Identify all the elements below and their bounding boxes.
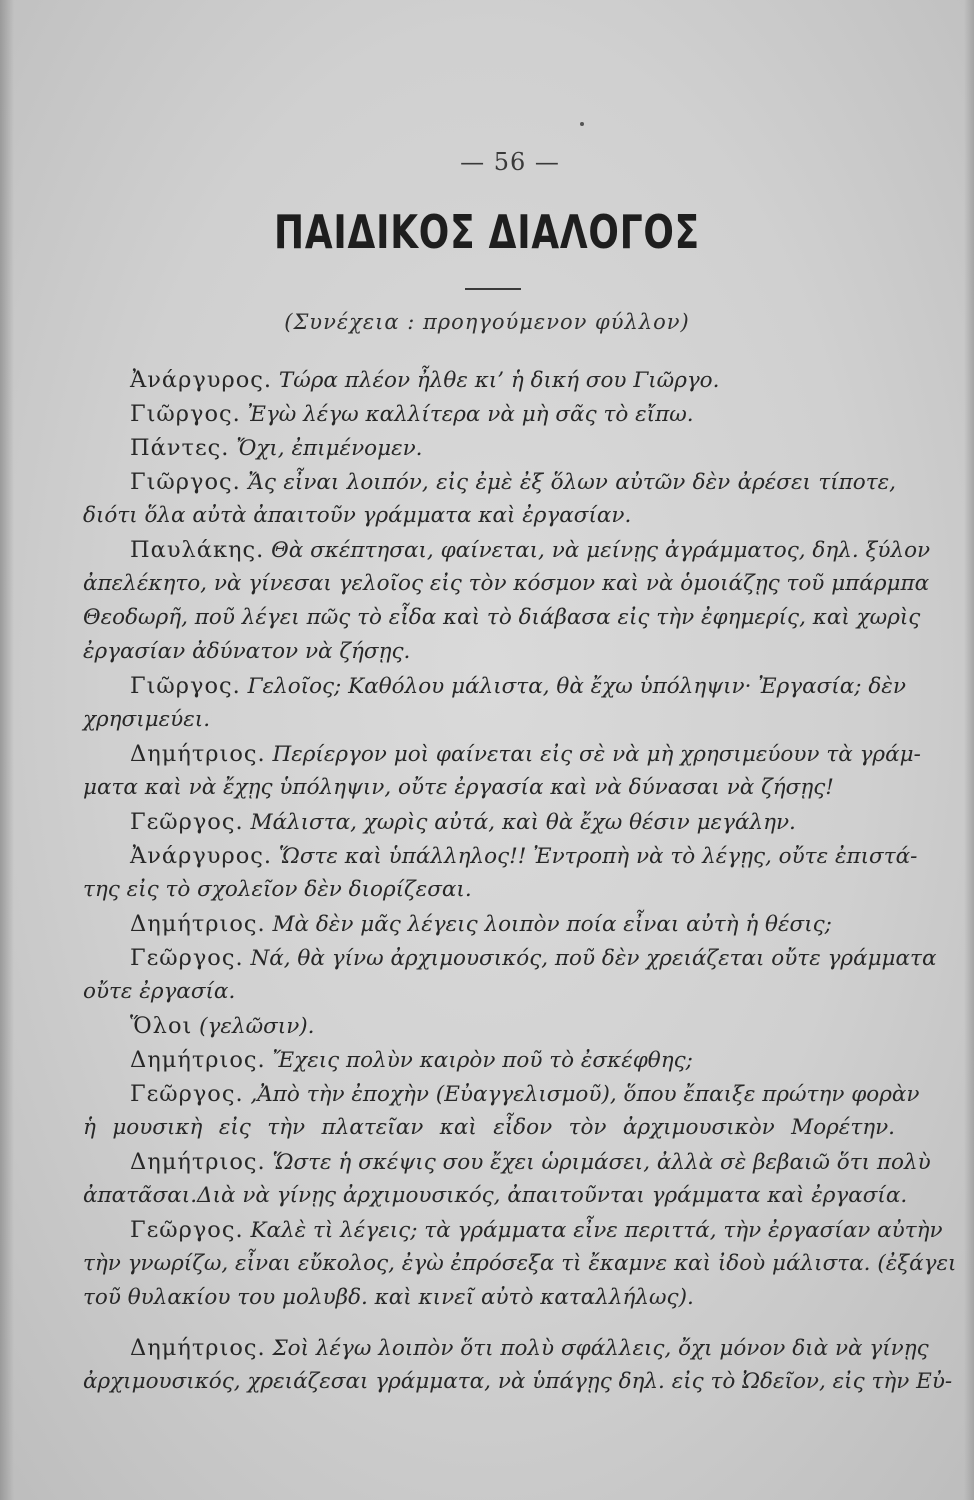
speaker-name: Ὅλοι: [130, 1013, 193, 1039]
speech-text: Καλὲ τὶ λέγεις; τὰ γράμματα εἶνε περιττά, τὴν ἐργασίαν αὐτὴν: [250, 1218, 943, 1243]
page-number: — 56 —: [460, 148, 560, 176]
speaker-name: Γεῶργος.: [130, 945, 244, 971]
continuation-line: ἐργασίαν ἀδύνατον νὰ ζήσῃς.: [83, 639, 411, 664]
dialogue-line: [130, 1079, 920, 1110]
dialogue-line: [130, 1215, 943, 1246]
continuation-line: Θεοδωρῆ, ποῦ λέγει πῶς τὸ εἶδα καὶ τὸ διάβασα εἰς τὴν ἐφημερίς, καὶ χωρὶς: [83, 605, 921, 630]
dialogue-line: [130, 535, 931, 566]
ink-speck: [580, 122, 584, 126]
continuation-line: της εἰς τὸ σχολεῖον δὲν διορίζεσαι.: [83, 877, 472, 902]
dialogue-line: [130, 807, 796, 838]
dialogue-line: [130, 1333, 929, 1364]
page-title: ΠΑΙΔΙΚΟΣ ΔΙΑΛΟΓΟΣ: [274, 205, 700, 259]
title-divider: [465, 288, 521, 290]
speech-text: Ἔχεις πολὺν καιρὸν ποῦ τὸ ἐσκέφθης;: [272, 1048, 693, 1073]
speaker-name: Γιῶργος.: [130, 401, 241, 427]
dialogue-line: [130, 671, 906, 702]
continuation-line: τὴν γνωρίζω, εἶναι εὔκολος, ἐγὼ ἐπρόσεξα τὶ ἔκαμνε καὶ ἰδοὺ μάλιστα. (ἐξάγει: [83, 1251, 957, 1276]
dialogue-line: [130, 841, 918, 872]
speaker-name: Δημήτριος.: [130, 1149, 266, 1175]
speech-text: Ἐγὼ λέγω καλλίτερα νὰ μὴ σᾶς τὸ εἴπω.: [247, 402, 694, 427]
speaker-name: Γιῶργος.: [130, 673, 241, 699]
speech-text: Ὄχι, ἐπιμένομεν.: [236, 436, 423, 461]
speaker-name: Δημήτριος.: [130, 741, 266, 767]
speech-text: Μὰ δὲν μᾶς λέγεις λοιπὸν ποία εἶναι αὐτὴ ἡ θέσις;: [272, 912, 832, 937]
speech-text: Σοὶ λέγω λοιπὸν ὅτι πολὺ σφάλλεις, ὄχι μόνον διὰ νὰ γίνῃς: [272, 1336, 929, 1361]
speaker-name: Γεῶργος.: [130, 1081, 244, 1107]
speaker-name: Πάντες.: [130, 435, 230, 461]
dialogue-line: [130, 365, 719, 396]
speaker-name: Γιῶργος.: [130, 469, 241, 495]
dialogue-line: [130, 433, 423, 464]
speech-text: Ὥστε ἡ σκέψις σου ἔχει ὡριμάσει, ἀλλὰ σὲ βεβαιῶ ὅτι πολὺ: [272, 1150, 931, 1175]
speech-text: Γελοῖος; Καθόλου μάλιστα, θὰ ἔχω ὑπόληψιν· Ἐργασία; δὲν: [247, 674, 906, 699]
speech-text: Περίεργον μοὶ φαίνεται εἰς σὲ νὰ μὴ χρησιμεύουν τὰ γράμ-: [272, 742, 921, 767]
speech-text: Μάλιστα, χωρὶς αὐτά, καὶ θὰ ἔχω θέσιν μεγάλην.: [250, 810, 796, 835]
dialogue-line: [130, 909, 832, 940]
dialogue-line: [130, 1045, 693, 1076]
speaker-name: Δημήτριος.: [130, 911, 266, 937]
dialogue-line: [130, 1147, 931, 1178]
speaker-name: Ἀνάργυρος.: [130, 843, 273, 869]
dialogue-line: [130, 399, 694, 430]
speech-text: Τώρα πλέον ἦλθε κι’ ἡ δική σου Γιῶργο.: [278, 368, 720, 393]
speaker-name: Γεῶργος.: [130, 1217, 244, 1243]
speech-text: Θὰ σκέπτησαι, φαίνεται, νὰ μείνῃς ἀγράμματος, δηλ. ξύλον: [271, 538, 931, 563]
speech-text: Ἄς εἶναι λοιπόν, εἰς ἐμὲ ἐξ ὅλων αὐτῶν δὲν ἀρέσει τίποτε,: [248, 470, 896, 495]
continuation-line: χρησιμεύει.: [83, 707, 211, 732]
continuation-line: ἀπατᾶσαι.Διὰ νὰ γίνῃς ἀρχιμουσικός, ἀπαιτοῦνται γράμματα καὶ ἐργασία.: [83, 1183, 908, 1208]
speech-text: ,Ἀπὸ τὴν ἐποχὴν (Εὐαγγελισμοῦ), ὅπου ἔπαιξε πρώτην φορὰν: [250, 1082, 920, 1107]
dialogue-line: [130, 943, 937, 974]
continuation-line: ἀρχιμουσικός, χρειάζεσαι γράμματα, νὰ ὑπάγῃς δηλ. εἰς τὸ Ὠδεῖον, εἰς τὴν Εὐ-: [83, 1369, 953, 1394]
page-shadow-right: [964, 0, 974, 1500]
page-shadow-left: [0, 0, 14, 1500]
speaker-name: Δημήτριος.: [130, 1047, 266, 1073]
continuation-line: διότι ὅλα αὐτὰ ἀπαιτοῦν γράμματα καὶ ἐργασίαν.: [83, 503, 632, 528]
continuation-line: ἡ μουσικὴ εἰς τὴν πλατεῖαν καὶ εἶδον τὸν ἀρχιμουσικὸν Μορέτην.: [83, 1115, 895, 1140]
speech-text: Ὥστε καὶ ὑπάλληλος!! Ἐντροπὴ νὰ τὸ λέγῃς, οὔτε ἐπιστά-: [278, 844, 918, 869]
speech-text: (γελῶσιν).: [199, 1014, 315, 1039]
speaker-name: Παυλάκης.: [130, 537, 265, 563]
continuation-line: ἀπελέκητο, νὰ γίνεσαι γελοῖος εἰς τὸν κόσμον καὶ νὰ ὁμοιάζῃς τοῦ μπάρμπα: [83, 571, 930, 596]
dialogue-line: [130, 739, 921, 770]
dialogue-line: [130, 1011, 315, 1042]
continuation-line: τοῦ θυλακίου του μολυβδ. καὶ κινεῖ αὐτὸ καταλλήλως).: [83, 1285, 694, 1310]
continuation-line: ματα καὶ νὰ ἔχῃς ὑπόληψιν, οὔτε ἐργασία καὶ νὰ δύνασαι νὰ ζήσῃς!: [83, 775, 834, 800]
continuation-line: οὔτε ἐργασία.: [83, 979, 236, 1004]
speaker-name: Ἀνάργυρος.: [130, 367, 273, 393]
continuation-note: (Συνέχεια : προηγούμενον φύλλον): [284, 310, 690, 334]
speaker-name: Δημήτριος.: [130, 1335, 266, 1361]
speaker-name: Γεῶργος.: [130, 809, 244, 835]
speech-text: Νά, θὰ γίνω ἀρχιμουσικός, ποῦ δὲν χρειάζεται οὔτε γράμματα: [250, 946, 937, 971]
dialogue-line: [130, 467, 896, 498]
